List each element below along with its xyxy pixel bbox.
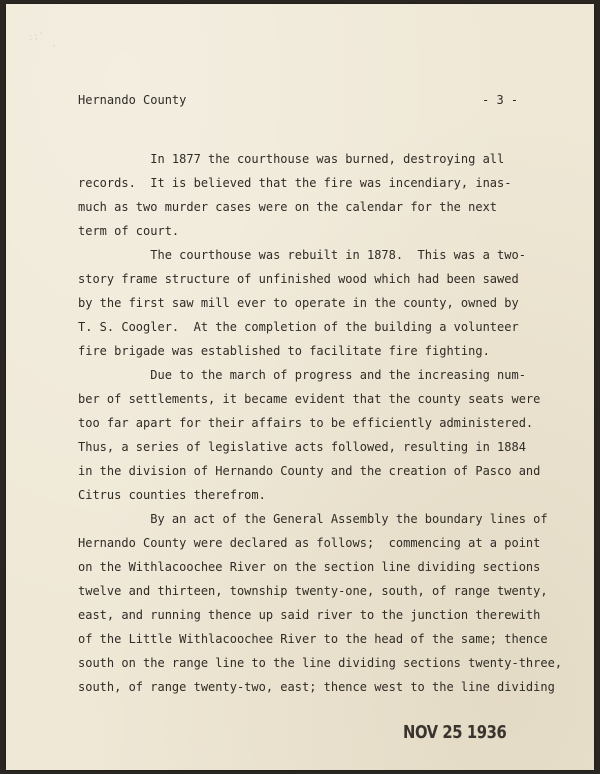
text-line: twelve and thirteen, township twenty-one, south, of range twenty, [78,584,548,598]
text-line: Hernando County were declared as follows; commencing at a point [78,536,541,550]
text-line: T. S. Coogler. At the completion of the building a volunteer [78,320,519,334]
date-stamp: NOV 25 1936 [403,722,507,743]
text-line: of the Little Withlacoochee River to the head of the same; thence [78,632,548,646]
text-line: term of court. [78,224,180,238]
text-line: Due to the march of progress and the increasing num- [78,368,526,382]
text-line: The courthouse was rebuilt in 1878. This was a two- [78,248,526,262]
faint-mark: :;' [27,30,45,44]
text-line: fire brigade was established to facilitate fire fighting. [78,344,490,358]
faint-mark: ' [51,43,59,55]
text-line: in the division of Hernando County and the creation of Pasco and [78,464,541,478]
text-line: by the first saw mill ever to operate in the county, owned by [78,296,519,310]
text-line: records. It is believed that the fire was incendiary, inas- [78,176,512,190]
text-line: story frame structure of unfinished wood which had been sawed [78,272,519,286]
page-number: - 3 - [482,93,519,107]
text-line: Citrus counties therefrom. [78,488,266,502]
body-text [78,147,563,699]
text-line: much as two murder cases were on the calendar for the next [78,200,498,214]
document-page [6,4,594,770]
county-heading: Hernando County [78,93,187,107]
text-line: south on the range line to the line dividing sections twenty-three, [78,656,563,670]
text-line: south, of range twenty-two, east; thence west to the line dividing [78,680,555,694]
text-line: In 1877 the courthouse was burned, destroying all [78,152,505,166]
text-line: By an act of the General Assembly the boundary lines of [78,512,548,526]
text-line: too far apart for their affairs to be efficiently administered. [78,416,534,430]
text-line: east, and running thence up said river to the junction therewith [78,608,541,622]
text-line: Thus, a series of legislative acts followed, resulting in 1884 [78,440,526,454]
text-line: ber of settlements, it became evident that the county seats were [78,392,541,406]
text-line: on the Withlacoochee River on the section line dividing sections [78,560,541,574]
